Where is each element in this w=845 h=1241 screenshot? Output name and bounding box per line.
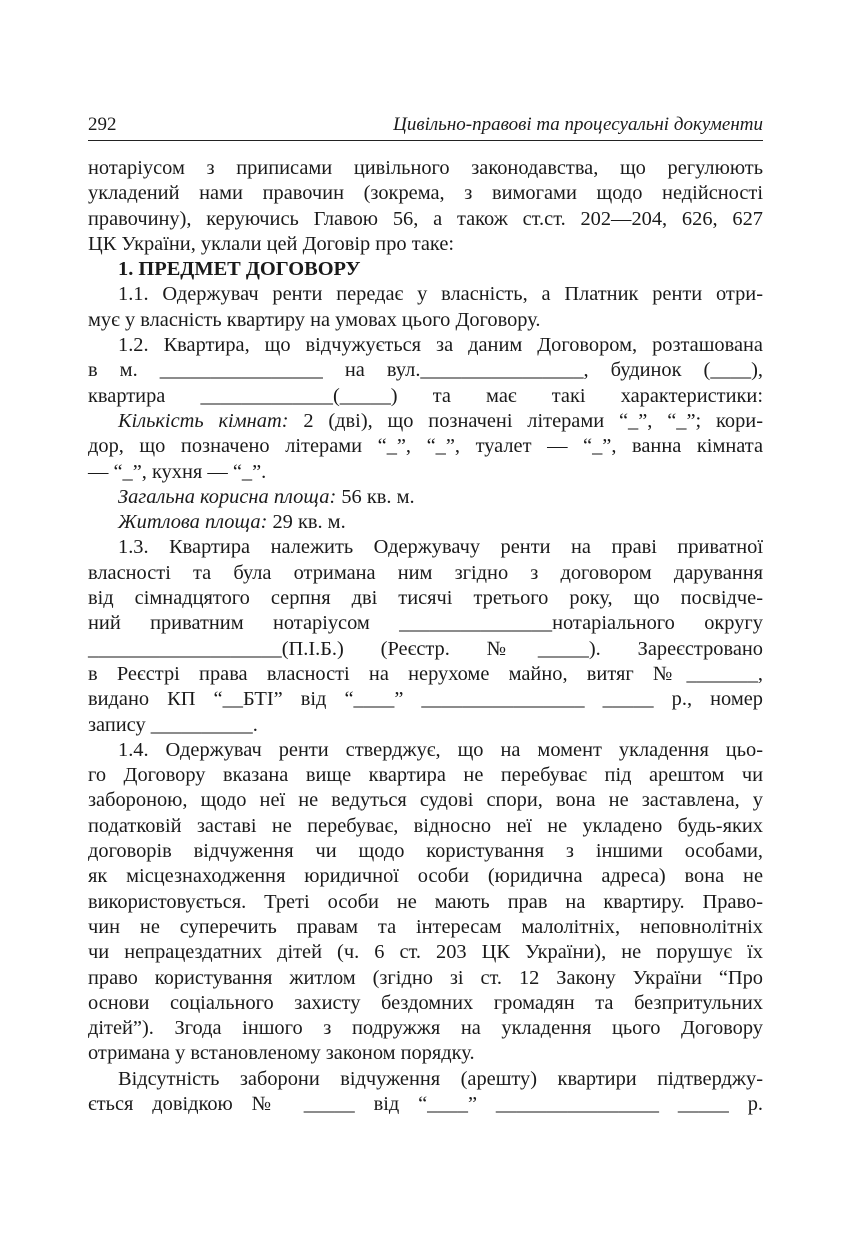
text-line: мує у власність квартиру на умовах цього Договору. <box>88 308 541 331</box>
text-line: запису __________. <box>88 713 258 736</box>
page-number: 292 <box>88 114 117 135</box>
text-line: право користування житлом (згідно зі ст. 12 Закону України “Про <box>88 966 763 989</box>
text-line: чин не суперечить правам та інтересам малолітніх, неповнолітніх <box>88 915 763 938</box>
text-line <box>88 409 763 434</box>
living-area-label: Житлова площа: <box>118 511 268 534</box>
text-line: податковій заставі не перебуває, відносно неї не укладено будь-яких <box>88 814 763 837</box>
text-line: укладений нами правочин (зокрема, з вимогами щодо недійсності <box>88 182 763 205</box>
text-line: дор, що позначено літерами “_”, “_”, туалет — “_”, ванна кімната <box>88 435 763 458</box>
text-line: 1.1. Одержувач ренти передає у власність, а Платник ренти отри- <box>118 283 763 306</box>
text-line: Відсутність заборони відчуження (арешту) квартири підтверджу- <box>118 1067 763 1090</box>
text-line: чи непрацездатних дітей (ч. 6 ст. 203 ЦК України), не порушує їх <box>88 941 763 964</box>
text-line: правочину), керуючись Главою 56, а також ст.ст. 202—204, 626, 627 <box>88 207 763 230</box>
rooms-text: 2 (дві), що позначені літерами “_”, “_”; кори- <box>288 409 763 432</box>
text-line <box>88 485 763 510</box>
rooms-label: Кількість кімнат: <box>118 409 289 432</box>
text-line <box>88 510 763 535</box>
page-header <box>88 114 763 141</box>
text-line: дітей”). Згода іншого з подружжя на укладення цього Договору <box>88 1017 763 1040</box>
text-line: в м. ________________ на вул.________________, будинок (____), <box>88 359 763 382</box>
section-heading: 1. ПРЕДМЕТ ДОГОВОРУ <box>118 258 361 281</box>
text-line: нотаріусом з приписами цивільного законодавства, що регулюють <box>88 157 763 179</box>
text-line: від сімнадцятого серпня дві тисячі третього року, що посвідче- <box>88 587 763 610</box>
total-area-text: 56 кв. м. <box>336 485 415 508</box>
living-area-text: 29 кв. м. <box>267 511 346 534</box>
text-line: забороною, щодо неї не ведуться судові спори, вона не заставлена, у <box>88 789 763 812</box>
text-line: ЦК України, уклали цей Договір про таке: <box>88 232 455 255</box>
running-title: Цивільно-правові та процесуальні документи <box>393 114 763 135</box>
text-line: ний приватним нотаріусом _______________нотаріального округу <box>88 612 763 635</box>
text-line: 1.2. Квартира, що відчужується за даним Договором, розташована <box>118 334 763 357</box>
text-line: ___________________(П.І.Б.) (Реєстр. №_____). Зареєстровано <box>88 637 763 660</box>
text-line: в Реєстрі права власності на нерухоме майно, витяг №_______, <box>88 662 763 685</box>
text-line: го Договору вказана вище квартира не перебуває під арештом чи <box>88 764 763 787</box>
text-line: видано КП “__БТІ” від “____” ________________ _____ р., номер <box>88 688 763 711</box>
text-line: власності та була отримана ним згідно з договором дарування <box>88 561 763 584</box>
text-line: як місцезнаходження юридичної особи (юридична адреса) вона не <box>88 865 763 888</box>
text-line: договорів відчуження чи щодо користування з іншими особами, <box>88 840 763 863</box>
text-line: 1.3. Квартира належить Одержувачу ренти на праві приватної <box>118 536 763 559</box>
total-area-label: Загальна корисна площа: <box>118 485 337 508</box>
document-body <box>88 156 763 1117</box>
text-line: 1.4. Одержувач ренти стверджує, що на момент укладення цьо- <box>118 738 763 761</box>
text-line: — “_”, кухня — “_”. <box>88 460 267 483</box>
text-line: основи соціального захисту бездомних громадян та безпритульних <box>88 991 763 1014</box>
text-line: отримана у встановленому законом порядку. <box>88 1042 475 1065</box>
text-line: ється довідкою № _____ від “____” ________________ _____ р. <box>88 1092 763 1115</box>
text-line: використовується. Треті особи не мають прав на квартиру. Право- <box>88 890 763 913</box>
text-line: квартира _____________(_____) та має такі характеристики: <box>88 384 763 407</box>
